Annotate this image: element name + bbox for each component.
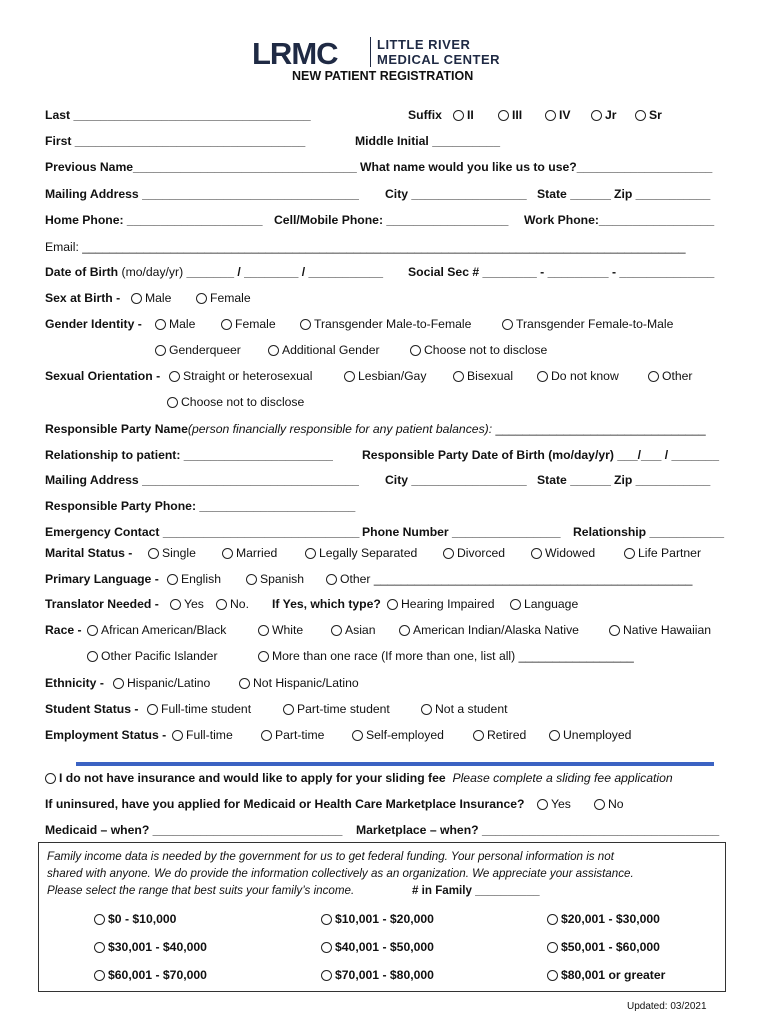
radio-icon xyxy=(321,914,332,925)
marital-option-widowed[interactable]: Widowed xyxy=(531,546,595,560)
radio-icon xyxy=(326,574,337,585)
student-label: Student Status - xyxy=(45,702,139,716)
radio-icon xyxy=(545,110,556,121)
radio-icon xyxy=(261,730,272,741)
marital-label: Marital Status - xyxy=(45,546,133,560)
orientation-label: Sexual Orientation - xyxy=(45,369,161,383)
suffix-option-jr[interactable]: Jr xyxy=(591,108,617,122)
responsible-city-field[interactable]: City _________________ xyxy=(385,473,527,487)
dob-blanks: _______ / ________ / ___________ xyxy=(186,265,384,279)
dob-label: Date of Birth xyxy=(45,265,119,279)
ethnicity-label: Ethnicity - xyxy=(45,676,104,690)
radio-icon xyxy=(387,599,398,610)
income-range-2[interactable]: $10,001 - $20,000 xyxy=(321,912,434,926)
gender-option-genderqueer[interactable]: Genderqueer xyxy=(155,343,241,357)
radio-icon xyxy=(344,371,355,382)
employment-option-self-employed[interactable]: Self-employed xyxy=(352,728,444,742)
radio-icon xyxy=(283,704,294,715)
race-option-african-american[interactable]: African American/Black xyxy=(87,623,226,637)
radio-icon xyxy=(196,293,207,304)
radio-icon xyxy=(547,914,558,925)
sliding-fee-note: Please complete a sliding fee application xyxy=(452,771,673,785)
income-range-4[interactable]: $30,001 - $40,000 xyxy=(94,940,207,954)
gender-option-female[interactable]: Female xyxy=(221,317,276,331)
dob-row[interactable] xyxy=(45,265,383,279)
preferred-name-field[interactable]: What name would you like us to use?____________________ xyxy=(360,160,713,174)
marital-option-legally-separated[interactable]: Legally Separated xyxy=(305,546,417,560)
language-option-spanish[interactable]: Spanish xyxy=(246,572,304,586)
marital-option-life-partner[interactable]: Life Partner xyxy=(624,546,701,560)
radio-icon xyxy=(300,319,311,330)
radio-icon xyxy=(609,625,620,636)
radio-icon xyxy=(502,319,513,330)
radio-icon xyxy=(239,678,250,689)
emergency-contact-field[interactable]: Emergency Contact _____________________________ xyxy=(45,525,360,539)
radio-icon xyxy=(155,345,166,356)
income-text-line2: shared with anyone. We do provide the information collectively as an organization. We appreciate your assistance. xyxy=(47,867,634,880)
work-phone-field[interactable]: Work Phone:_________________ xyxy=(524,213,715,227)
home-phone-field[interactable]: Home Phone: ____________________ xyxy=(45,213,263,227)
student-option-full-time[interactable]: Full-time student xyxy=(147,702,251,716)
translator-label: Translator Needed - xyxy=(45,597,159,611)
radio-icon xyxy=(246,574,257,585)
first-name-field[interactable]: First __________________________________ xyxy=(45,134,306,148)
logo-abbreviation: LRMC xyxy=(252,36,338,71)
radio-icon xyxy=(624,548,635,559)
income-range-8[interactable]: $70,001 - $80,000 xyxy=(321,968,434,982)
radio-icon xyxy=(547,942,558,953)
radio-icon xyxy=(537,371,548,382)
gender-option-no-disclose[interactable]: Choose not to disclose xyxy=(410,343,547,357)
suffix-option-iii[interactable]: III xyxy=(498,108,522,122)
last-name-field[interactable]: Last ___________________________________ xyxy=(45,108,311,122)
radio-icon xyxy=(87,625,98,636)
radio-icon xyxy=(648,371,659,382)
radio-icon xyxy=(167,574,178,585)
student-option-part-time[interactable]: Part-time student xyxy=(283,702,390,716)
orientation-option-other[interactable]: Other xyxy=(648,369,692,383)
radio-icon xyxy=(473,730,484,741)
marketplace-when-field[interactable]: Marketplace – when? ___________________________________ xyxy=(356,823,720,837)
radio-icon xyxy=(94,942,105,953)
radio-icon xyxy=(167,397,178,408)
translator-type-hearing[interactable]: Hearing Impaired xyxy=(387,597,494,611)
radio-icon xyxy=(87,651,98,662)
relationship-field[interactable]: Relationship to patient: ______________________ xyxy=(45,448,333,462)
emergency-phone-field[interactable]: Phone Number ________________ xyxy=(362,525,561,539)
gender-option-male[interactable]: Male xyxy=(155,317,195,331)
radio-icon xyxy=(94,970,105,981)
orientation-option-no-disclose[interactable]: Choose not to disclose xyxy=(167,395,304,409)
translator-type-language[interactable]: Language xyxy=(510,597,578,611)
state-field[interactable]: State ______ xyxy=(537,187,611,201)
race-option-more-than-one[interactable]: More than one race (If more than one, list all) _________________ xyxy=(258,649,634,663)
radio-icon xyxy=(453,371,464,382)
sex-option-male[interactable]: Male xyxy=(131,291,171,305)
middle-initial-field[interactable]: Middle Initial __________ xyxy=(355,134,500,148)
income-range-7[interactable]: $60,001 - $70,000 xyxy=(94,968,207,982)
sex-label: Sex at Birth - xyxy=(45,291,121,305)
radio-icon xyxy=(443,548,454,559)
radio-icon xyxy=(591,110,602,121)
employment-label: Employment Status - xyxy=(45,728,167,742)
language-option-other[interactable]: Other _______________________________________________ xyxy=(326,572,692,586)
orientation-option-straight[interactable]: Straight or heterosexual xyxy=(169,369,312,383)
radio-icon xyxy=(216,599,227,610)
radio-icon xyxy=(321,942,332,953)
sex-option-female[interactable]: Female xyxy=(196,291,251,305)
responsible-mailing-field[interactable]: Mailing Address ________________________________ xyxy=(45,473,359,487)
race-option-white[interactable]: White xyxy=(258,623,303,637)
income-range-5[interactable]: $40,001 - $50,000 xyxy=(321,940,434,954)
radio-icon xyxy=(222,548,233,559)
medicaid-applied-yes[interactable]: Yes xyxy=(537,797,571,811)
language-option-english[interactable]: English xyxy=(167,572,221,586)
zip-field[interactable]: Zip ___________ xyxy=(614,187,711,201)
income-text-line1: Family income data is needed by the government for us to get federal funding. Your personal information is not xyxy=(47,850,614,863)
radio-icon xyxy=(147,704,158,715)
page-title: NEW PATIENT REGISTRATION xyxy=(292,69,474,83)
gender-option-trans-mtf[interactable]: Transgender Male-to-Female xyxy=(300,317,471,331)
responsible-name-blank: _______________________________ xyxy=(495,422,706,436)
gender-label: Gender Identity - xyxy=(45,317,142,331)
orientation-option-do-not-know[interactable]: Do not know xyxy=(537,369,619,383)
radio-icon xyxy=(113,678,124,689)
mailing-address-field[interactable]: Mailing Address ________________________________ xyxy=(45,187,359,201)
radio-icon xyxy=(169,371,180,382)
suffix-option-sr[interactable]: Sr xyxy=(635,108,662,122)
radio-icon xyxy=(421,704,432,715)
ethnicity-option-not-hispanic[interactable]: Not Hispanic/Latino xyxy=(239,676,359,690)
radio-icon xyxy=(547,970,558,981)
radio-icon xyxy=(172,730,183,741)
race-option-native-hawaiian[interactable]: Native Hawaiian xyxy=(609,623,711,637)
orientation-option-bisexual[interactable]: Bisexual xyxy=(453,369,513,383)
suffix-option-ii[interactable]: II xyxy=(453,108,474,122)
responsible-party-name-field[interactable] xyxy=(45,422,706,436)
income-range-6[interactable]: $50,001 - $60,000 xyxy=(547,940,660,954)
previous-name-field[interactable]: Previous Name_________________________________ xyxy=(45,160,357,174)
radio-icon xyxy=(410,345,421,356)
race-label: Race - xyxy=(45,623,82,637)
updated-date: Updated: 03/2021 xyxy=(627,1001,707,1012)
radio-icon xyxy=(45,773,56,784)
radio-icon xyxy=(94,914,105,925)
translator-type-label: If Yes, which type? xyxy=(272,597,381,611)
employment-option-unemployed[interactable]: Unemployed xyxy=(549,728,631,742)
translator-option-yes[interactable]: Yes xyxy=(170,597,204,611)
radio-icon xyxy=(352,730,363,741)
radio-icon xyxy=(549,730,560,741)
responsible-dob-field[interactable]: Responsible Party Date of Birth (mo/day/yr) ___/___ / _______ xyxy=(362,448,719,462)
suffix-label: Suffix xyxy=(408,108,442,122)
income-range-9[interactable]: $80,001 or greater xyxy=(547,968,665,982)
radio-icon xyxy=(635,110,646,121)
sliding-fee-option[interactable]: I do not have insurance and would like to apply for your sliding fee Please complete a sliding fee application xyxy=(45,771,673,785)
city-field[interactable]: City _________________ xyxy=(385,187,527,201)
marital-option-divorced[interactable]: Divorced xyxy=(443,546,505,560)
logo-name-line2: MEDICAL CENTER xyxy=(377,52,501,67)
medicaid-when-field[interactable]: Medicaid – when? ____________________________ xyxy=(45,823,343,837)
income-text-line3: Please select the range that best suits your family’s income. xyxy=(47,884,355,897)
language-other-blank: _______________________________________________ xyxy=(373,572,693,586)
logo-divider xyxy=(370,37,371,67)
race-option-pacific-islander[interactable]: Other Pacific Islander xyxy=(87,649,218,663)
ssn-field[interactable]: Social Sec # ________ - _________ - ______________ xyxy=(408,265,715,279)
cell-phone-field[interactable]: Cell/Mobile Phone: __________________ xyxy=(274,213,509,227)
ethnicity-option-hispanic[interactable]: Hispanic/Latino xyxy=(113,676,210,690)
section-divider xyxy=(76,762,714,766)
radio-icon xyxy=(399,625,410,636)
translator-option-no[interactable]: No. xyxy=(216,597,249,611)
radio-icon xyxy=(258,625,269,636)
radio-icon xyxy=(331,625,342,636)
marital-option-single[interactable]: Single xyxy=(148,546,196,560)
income-range-3[interactable]: $20,001 - $30,000 xyxy=(547,912,660,926)
radio-icon xyxy=(510,599,521,610)
radio-icon xyxy=(268,345,279,356)
gender-option-trans-ftm[interactable]: Transgender Female-to-Male xyxy=(502,317,673,331)
radio-icon xyxy=(305,548,316,559)
dob-format: (mo/day/yr) xyxy=(121,265,184,279)
employment-option-retired[interactable]: Retired xyxy=(473,728,526,742)
suffix-option-iv[interactable]: IV xyxy=(545,108,571,122)
race-option-asian[interactable]: Asian xyxy=(331,623,376,637)
radio-icon xyxy=(321,970,332,981)
radio-icon xyxy=(531,548,542,559)
race-option-american-indian[interactable]: American Indian/Alaska Native xyxy=(399,623,579,637)
marital-option-married[interactable]: Married xyxy=(222,546,277,560)
gender-option-additional[interactable]: Additional Gender xyxy=(268,343,380,357)
radio-icon xyxy=(453,110,464,121)
radio-icon xyxy=(148,548,159,559)
radio-icon xyxy=(155,319,166,330)
logo-name-line1: LITTLE RIVER xyxy=(377,37,471,52)
radio-icon xyxy=(258,651,269,662)
emergency-relationship-field[interactable]: Relationship ___________ xyxy=(573,525,725,539)
radio-icon xyxy=(131,293,142,304)
language-label: Primary Language - xyxy=(45,572,159,586)
responsible-zip-field[interactable]: Zip ___________ xyxy=(614,473,711,487)
radio-icon xyxy=(170,599,181,610)
income-range-1[interactable]: $0 - $10,000 xyxy=(94,912,176,926)
employment-option-full-time[interactable]: Full-time xyxy=(172,728,233,742)
responsible-name-note: (person financially responsible for any patient balances): xyxy=(187,422,493,436)
employment-option-part-time[interactable]: Part-time xyxy=(261,728,324,742)
responsible-phone-field[interactable]: Responsible Party Phone: _______________________ xyxy=(45,499,356,513)
radio-icon xyxy=(498,110,509,121)
radio-icon xyxy=(221,319,232,330)
radio-icon xyxy=(537,799,548,810)
medicaid-applied-no[interactable]: No xyxy=(594,797,624,811)
responsible-name-label: Responsible Party Name xyxy=(45,422,188,436)
responsible-state-field[interactable]: State ______ xyxy=(537,473,611,487)
student-option-not-student[interactable]: Not a student xyxy=(421,702,508,716)
family-size-field[interactable]: # in Family __________ xyxy=(412,884,540,897)
radio-icon xyxy=(594,799,605,810)
orientation-option-lesbian-gay[interactable]: Lesbian/Gay xyxy=(344,369,426,383)
medicaid-applied-question: If uninsured, have you applied for Medicaid or Health Care Marketplace Insurance? xyxy=(45,797,525,811)
email-field[interactable]: Email: _________________________________________________________________________________________ xyxy=(45,240,686,254)
